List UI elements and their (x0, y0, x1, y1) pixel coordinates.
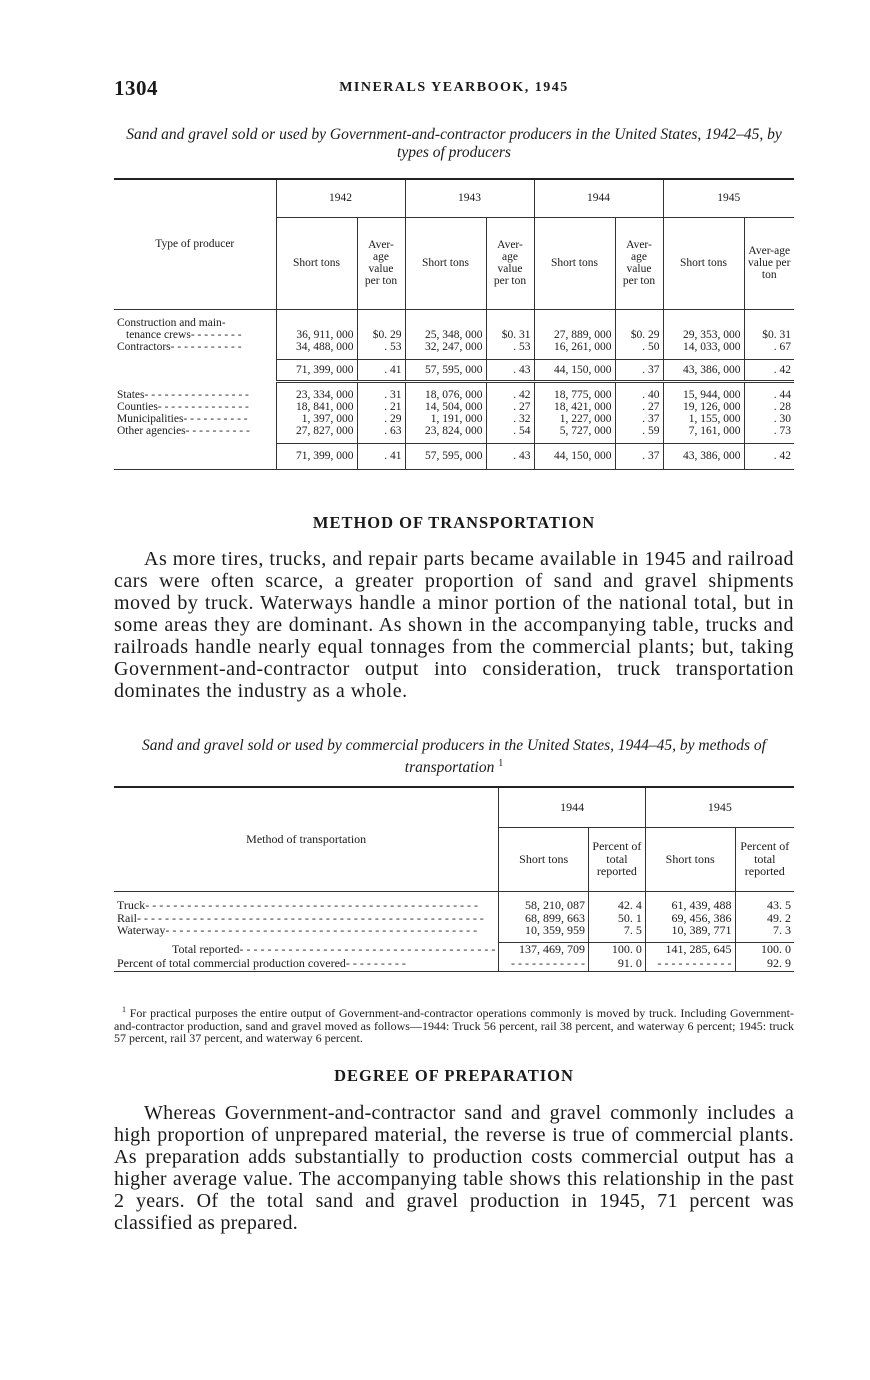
table-row (114, 317, 794, 329)
year-header: 1942 (276, 179, 405, 217)
col-header-percent: Percent of total reported (589, 827, 646, 891)
total-row: Total reported- - - - - - - - - - - - - - - - - - - - - - - - - - - - - - - - - - - - - 137, 469, 709 100. 0 141, 285, 645 100. 0 (114, 943, 794, 956)
stub-header: Type of producer (114, 179, 276, 309)
table-row: Other agencies- - - - - - - - - - 27, 827, 000 . 63 23, 824, 000 . 54 5, 727, 000 . 59 7, 161, 000 . 73 (114, 425, 794, 437)
table1-caption: Sand and gravel sold or used by Government-and-contractor producers in the United States, 1942–45, by types of producers (126, 126, 782, 161)
year-header: 1945 (645, 787, 794, 827)
page-number: 1304 (114, 76, 158, 100)
row-label: Municipalities- - - - - - - - - - (117, 413, 248, 425)
row-label: Truck- - - - - - - - - - - - - - - - - - - - - - - - - - - - - - - - - - - - - - - - - - - - - - - - (117, 898, 479, 912)
col-header-percent: Percent of total reported (735, 827, 794, 891)
year-header: 1945 (663, 179, 794, 217)
table-row: Counties- - - - - - - - - - - - - - 18, 841, 000 . 21 14, 504, 000 . 27 18, 421, 000 . 27 19, 126, 000 . 28 (114, 401, 794, 413)
producers-table (114, 178, 794, 470)
total-row: 71, 399, 000 . 41 57, 595, 000 . 43 44, 150, 000 . 37 43, 386, 000 . 42 (114, 443, 794, 469)
running-head (114, 76, 794, 100)
section-heading-preparation: DEGREE OF PREPARATION (334, 1066, 574, 1085)
table-row: Municipalities- - - - - - - - - - 1, 397, 000 . 29 1, 191, 000 . 32 1, 227, 000 . 37 1, 155, 000 . 30 (114, 413, 794, 425)
row-label: Total reported- - - - - - - - - - - - - - - - - - - - - - - - - - - - - - - - - - - - - (172, 941, 496, 956)
table-row: Truck- - - - - - - - - - - - - - - - - - - - - - - - - - - - - - - - - - - - - - - - - - - - - - - - 58, 210, 087 42. 4 61, 439, 488 43. 5 (114, 899, 794, 912)
row-label: Waterway- - - - - - - - - - - - - - - - - - - - - - - - - - - - - - - - - - - - - - - - - - - - - (117, 923, 478, 937)
col-header-avg-value: Aver-age value per ton (357, 217, 405, 309)
row-label: Counties- - - - - - - - - - - - - - (117, 401, 249, 413)
preparation-paragraph: Whereas Government-and-contractor sand and gravel commonly includes a high proportion of unprepared material, the reverse is true of commercial plants. As preparation adds substantially to production costs commercial output has a higher average value. The accompanying table shows this relationship in the past 2 years. Of the total sand and gravel production in 1945, 71 percent was classified as prepared. (114, 1102, 794, 1234)
row-label-continued: Construction and main- (117, 317, 226, 329)
col-header-avg-value: Aver-age value per ton (486, 217, 534, 309)
col-header-short-tons: Short tons (405, 217, 486, 309)
table-row: tenance crews- - - - - - - - 36, 911, 000 $0. 29 25, 348, 000 $0. 31 27, 889, 000 $0. 29 29, 353, 000 $0. 31 (114, 329, 794, 341)
table-row: Contractors- - - - - - - - - - - 34, 488, 000 . 53 32, 247, 000 . 53 16, 261, 000 . 50 14, 033, 000 . 67 (114, 341, 794, 353)
transportation-paragraph: As more tires, trucks, and repair parts became available in 1945 and railroad cars were often scarce, a greater proportion of sand and gravel shipments moved by truck. Waterways handle a minor portion of the national total, but in some areas they are dominant. As shown in the accompanying table, trucks and railroads handle nearly equal tonnages from the commercial plants; but, taking Government-and-contractor output into consideration, truck transportation dominates the industry as a whole. (114, 548, 794, 702)
row-label: Percent of total commercial production covered- - - - - - - - - (117, 956, 406, 970)
col-header-avg-value: Aver-age value per ton (615, 217, 663, 309)
row-label: States- - - - - - - - - - - - - - - - (117, 389, 249, 401)
footnote: $^1$ For practical purposes the entire output of Government-and-contractor operations commonly is moved by truck. Including Government-and-contractor production, sand and gravel moved as follows—1944: Truck 56 percent, rail 38 percent, and waterway 6 percent; 1945: truck 57 percent, rail 37 percent, and waterway 6 percent. (114, 1005, 794, 1045)
subtotal-row: 71, 399, 000 . 41 57, 595, 000 . 43 44, 150, 000 . 37 43, 386, 000 . 42 (114, 359, 794, 381)
coverage-row: Percent of total commercial production covered- - - - - - - - - - - - - - - - - - - - 91. 0 - - - - - - - - - - - 92. 9 (114, 956, 794, 972)
row-label: tenance crews- - - - - - - - (126, 329, 242, 341)
col-header-short-tons: Short tons (645, 827, 735, 891)
row-label: Contractors- - - - - - - - - - - (117, 341, 242, 353)
col-header-short-tons: Short tons (663, 217, 744, 309)
transportation-table (114, 786, 794, 972)
col-header-short-tons: Short tons (276, 217, 357, 309)
table-row: Rail- - - - - - - - - - - - - - - - - - - - - - - - - - - - - - - - - - - - - - - - - - - - - - - - - - 68, 899, 663 50. 1 69, 456, 386 49. 2 (114, 912, 794, 925)
row-label: Rail- - - - - - - - - - - - - - - - - - - - - - - - - - - - - - - - - - - - - - - - - - - - - - - - - - (117, 910, 484, 925)
col-header-avg-value: Aver-age value per ton (744, 217, 794, 309)
table-row: Waterway- - - - - - - - - - - - - - - - - - - - - - - - - - - - - - - - - - - - - - - - - - - - - 10, 359, 959 7. 5 10, 389, 771 7. 3 (114, 924, 794, 937)
col-header-short-tons: Short tons (499, 827, 589, 891)
running-title: MINERALS YEARBOOK, 1945 (339, 80, 569, 95)
stub-header: Method of transportation (114, 787, 499, 891)
section-heading-transportation: METHOD OF TRANSPORTATION (312, 513, 596, 532)
year-header: 1944 (499, 787, 646, 827)
table2-caption: Sand and gravel sold or used by commercial producers in the United States, 1944–45, by methods of transportation $^1$ (142, 737, 766, 777)
row-label: Other agencies- - - - - - - - - - (117, 425, 250, 437)
table-row: States- - - - - - - - - - - - - - - - 23, 334, 000 . 31 18, 076, 000 . 42 18, 775, 000 . 40 15, 944, 000 . 44 (114, 389, 794, 401)
year-header: 1943 (405, 179, 534, 217)
col-header-short-tons: Short tons (534, 217, 615, 309)
year-header: 1944 (534, 179, 663, 217)
